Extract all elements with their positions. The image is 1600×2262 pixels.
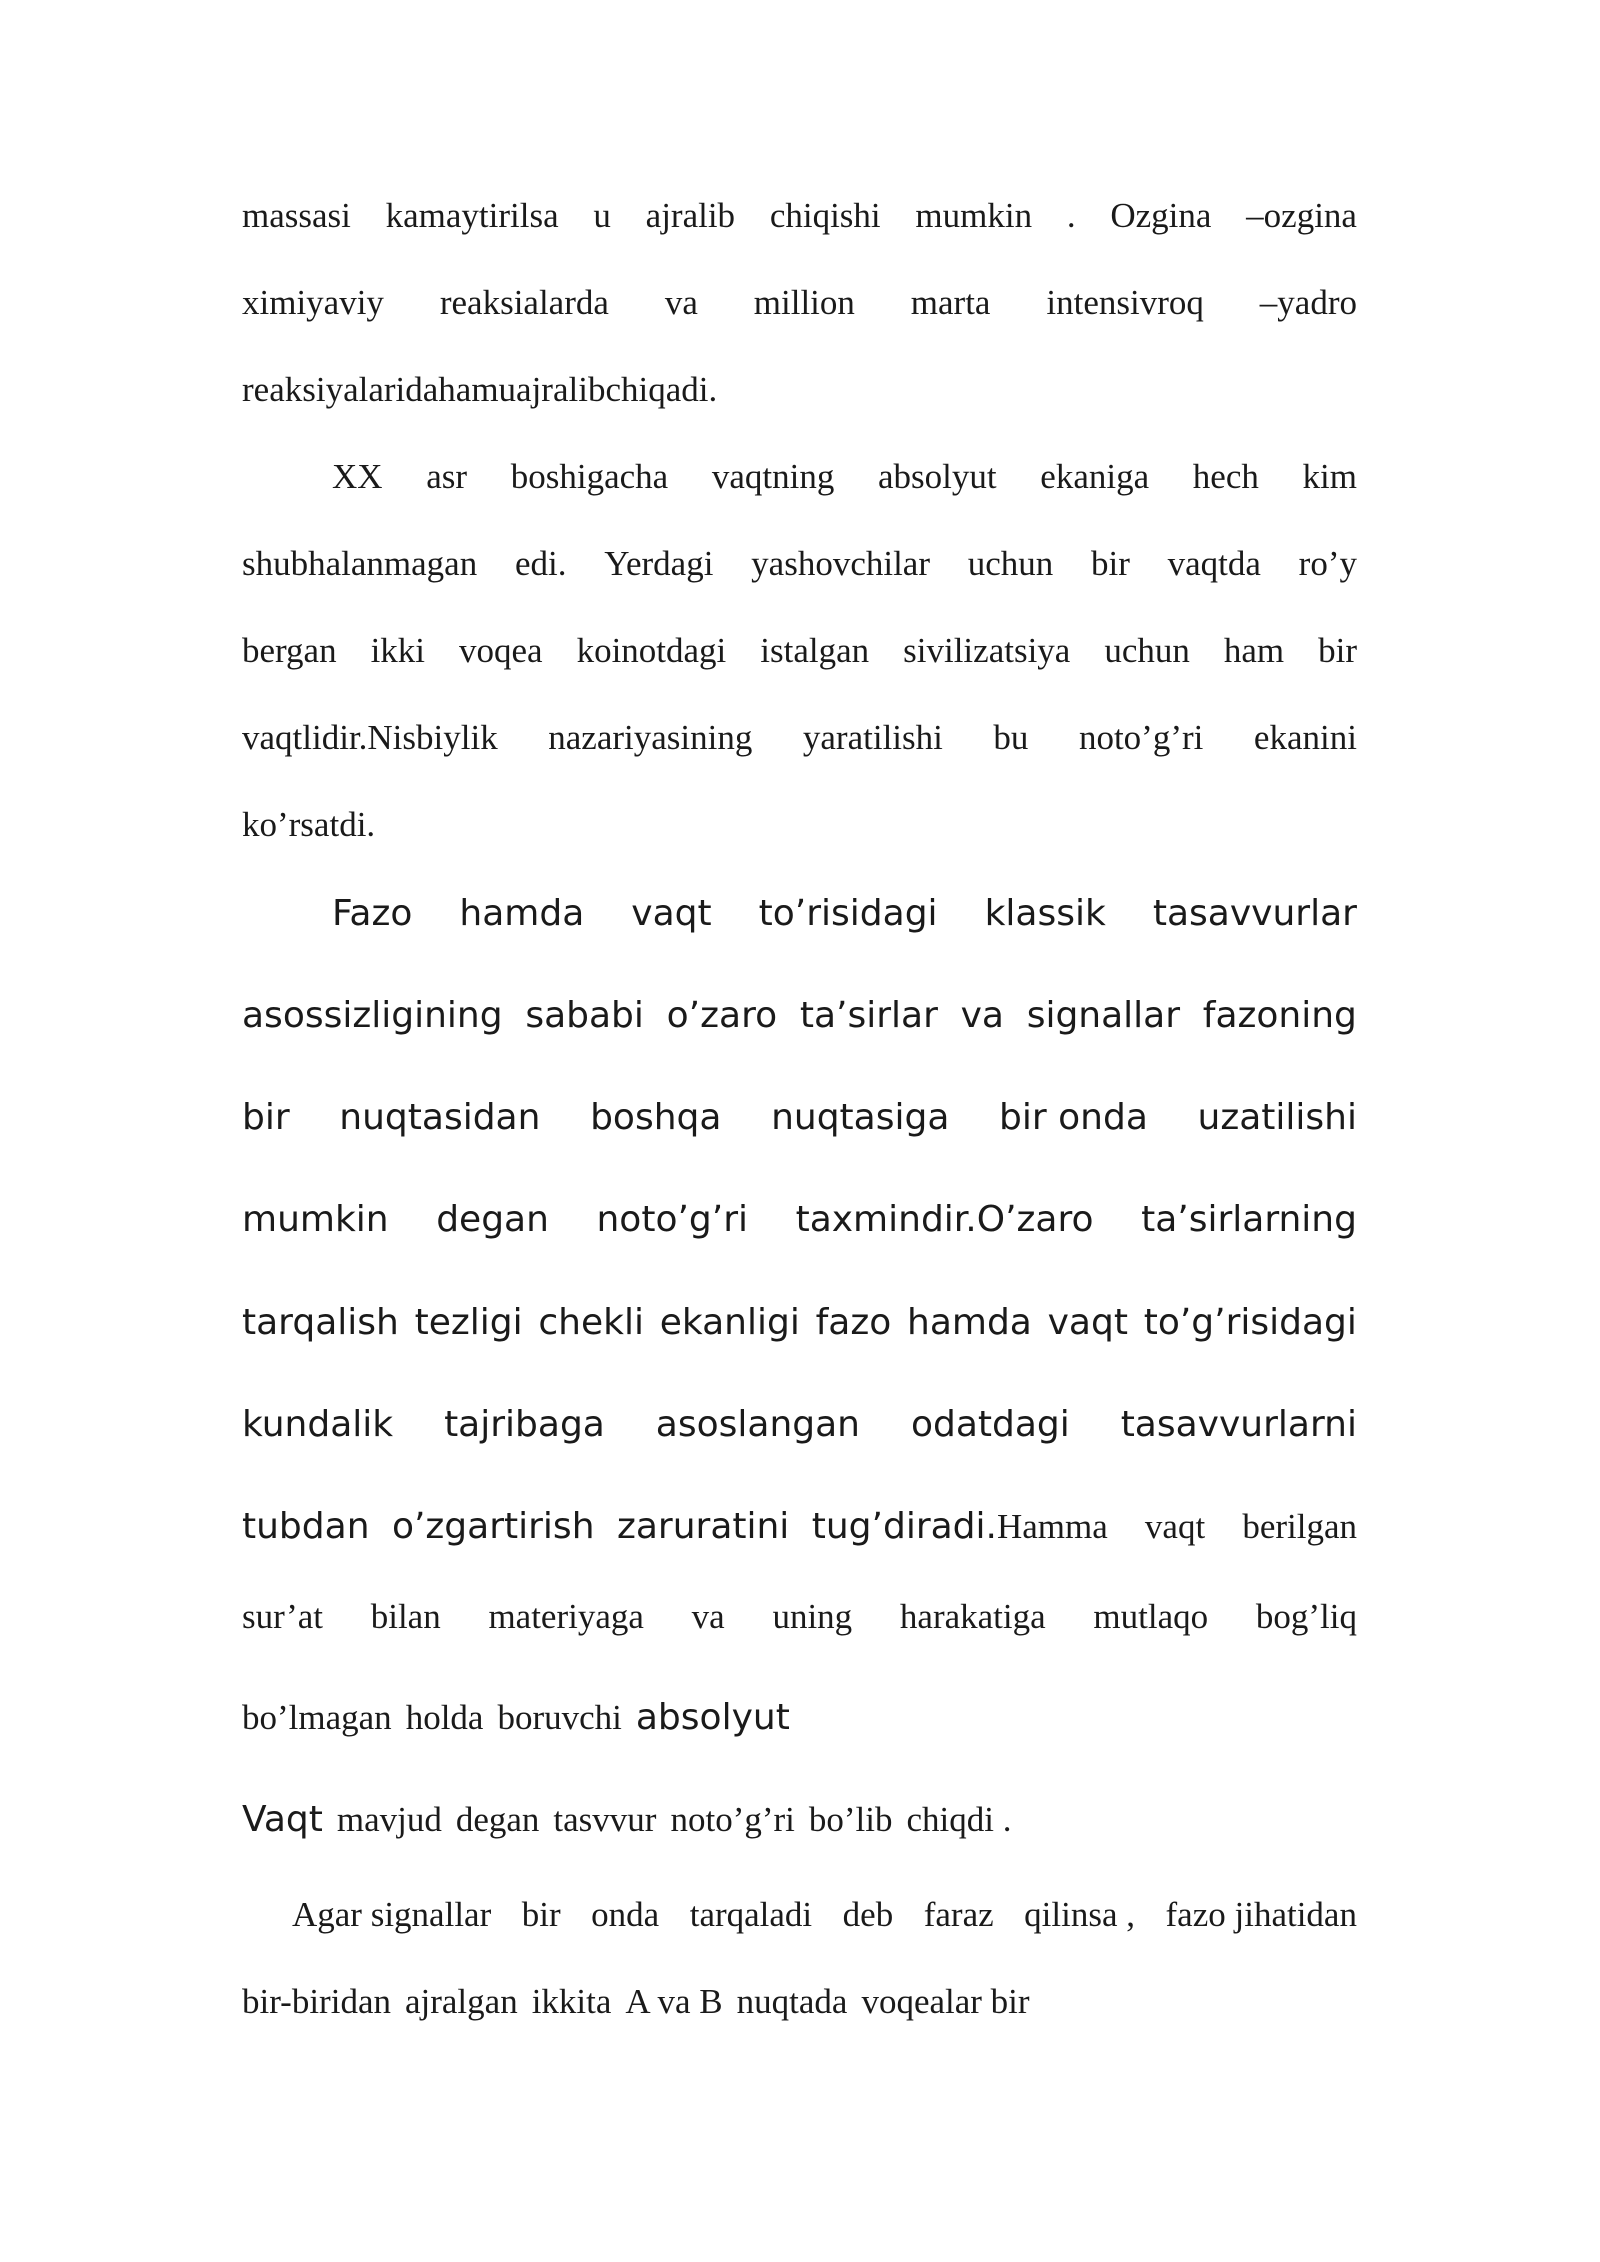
p3-line-4 bbox=[242, 1199, 1357, 1240]
word: vaqtning bbox=[711, 457, 835, 496]
word: tajribaga bbox=[444, 1404, 605, 1445]
word: fazo jihatidan bbox=[1165, 1895, 1357, 1934]
word: vaqt bbox=[631, 893, 712, 934]
p3-line-10 bbox=[242, 1799, 1357, 1840]
word: bergan bbox=[242, 631, 337, 670]
word: hamda bbox=[459, 893, 585, 934]
word: reaksiyalarida bbox=[242, 370, 439, 409]
p3-line-8 bbox=[242, 1597, 1357, 1637]
word: tarqalish bbox=[242, 1302, 399, 1343]
word: nazariyasining bbox=[548, 718, 753, 757]
word: va bbox=[664, 283, 698, 322]
word: sivilizatsiya bbox=[903, 631, 1071, 670]
p3-line-9-sans: absolyut bbox=[635, 1697, 790, 1738]
word: va bbox=[691, 1597, 725, 1636]
p3-line-10-serif bbox=[337, 1800, 1012, 1840]
word: –ozgina bbox=[1246, 196, 1357, 235]
word: nuqtada bbox=[736, 1982, 848, 2021]
word: tubdan bbox=[242, 1506, 370, 1547]
word: intensivroq bbox=[1046, 283, 1204, 322]
word: boshqa bbox=[590, 1097, 722, 1138]
word: Ozgina bbox=[1110, 196, 1212, 235]
word: ta’sirlarning bbox=[1141, 1199, 1357, 1240]
word: bir bbox=[242, 1097, 290, 1138]
p2-line-5 bbox=[242, 805, 1357, 845]
word: reaksialarda bbox=[439, 283, 609, 322]
word: klassik bbox=[984, 893, 1106, 934]
word: va bbox=[960, 995, 1004, 1036]
word: zaruratini bbox=[616, 1506, 790, 1547]
word: onda bbox=[591, 1895, 660, 1934]
word: bo’lib bbox=[808, 1800, 893, 1839]
word: to’g’risidagi bbox=[1143, 1302, 1357, 1343]
word: qilinsa , bbox=[1024, 1895, 1135, 1934]
word: faraz bbox=[923, 1895, 994, 1934]
word: Fazo bbox=[332, 893, 413, 934]
word: A va B bbox=[625, 1982, 723, 2021]
word: ajralib bbox=[645, 196, 736, 235]
word: . bbox=[1066, 196, 1076, 235]
p1-line-1 bbox=[242, 196, 1357, 236]
word: u bbox=[593, 196, 611, 235]
word: odatdagi bbox=[910, 1404, 1070, 1445]
word: berilgan bbox=[1242, 1507, 1357, 1546]
word: ximiyaviy bbox=[242, 283, 384, 322]
word: bir bbox=[521, 1895, 561, 1934]
word: noto’g’ri bbox=[670, 1800, 795, 1839]
word: ekanligi bbox=[659, 1302, 800, 1343]
word: noto’g’ri bbox=[1078, 718, 1204, 757]
word: Yerdagi bbox=[604, 544, 714, 583]
word: boruvchi bbox=[497, 1698, 622, 1737]
word: tasavvurlarni bbox=[1120, 1404, 1357, 1445]
word: boshigacha bbox=[510, 457, 669, 496]
word: million bbox=[753, 283, 855, 322]
word: uchun bbox=[1104, 631, 1190, 670]
p3-line-10-sans: Vaqt bbox=[242, 1799, 323, 1840]
word: chiqdi . bbox=[906, 1800, 1012, 1839]
p3-line-6 bbox=[242, 1404, 1357, 1445]
word: chiqishi bbox=[769, 196, 881, 235]
p2-line-1 bbox=[242, 457, 1357, 497]
word: Hamma bbox=[997, 1507, 1108, 1546]
word: bir onda bbox=[999, 1097, 1148, 1138]
word: voqealar bir bbox=[861, 1982, 1030, 2021]
word: ajralgan bbox=[404, 1982, 518, 2021]
word: tasavvurlar bbox=[1152, 893, 1357, 934]
word: asr bbox=[426, 457, 468, 496]
word: degan bbox=[436, 1199, 549, 1240]
word: degan bbox=[455, 1800, 540, 1839]
word: taxmindir.O’zaro bbox=[795, 1199, 1094, 1240]
p3-line-9 bbox=[242, 1697, 1357, 1738]
word: to’risidagi bbox=[758, 893, 938, 934]
word: vaqtda bbox=[1167, 544, 1261, 583]
p2-line-2 bbox=[242, 544, 1357, 584]
word: signallar bbox=[1026, 995, 1181, 1036]
word: sababi bbox=[525, 995, 644, 1036]
word: vaqtlidir.Nisbiylik bbox=[242, 718, 498, 757]
word: yaratilishi bbox=[802, 718, 943, 757]
word: harakatiga bbox=[899, 1597, 1046, 1636]
word: koinotdagi bbox=[576, 631, 727, 670]
word: o’zgartirish bbox=[391, 1506, 595, 1547]
word: nuqtasidan bbox=[339, 1097, 541, 1138]
word: kim bbox=[1302, 457, 1357, 496]
word: bog’liq bbox=[1255, 1597, 1357, 1636]
word: XX bbox=[332, 457, 383, 496]
p2-line-3 bbox=[242, 631, 1357, 671]
word: holda bbox=[405, 1698, 484, 1737]
word: chiqadi. bbox=[605, 370, 718, 409]
word: ekaniga bbox=[1040, 457, 1150, 496]
word: mutlaqo bbox=[1093, 1597, 1209, 1636]
p1-line-3 bbox=[242, 370, 1357, 410]
word: bo’lmagan bbox=[242, 1698, 392, 1737]
word: Agar signallar bbox=[292, 1895, 492, 1934]
p3-line-9-serif bbox=[242, 1698, 622, 1738]
word: –yadro bbox=[1259, 283, 1357, 322]
word: absolyut bbox=[878, 457, 997, 496]
word: asossizligining bbox=[242, 995, 503, 1036]
word: tezligi bbox=[414, 1302, 523, 1343]
word: sur’at bbox=[242, 1597, 323, 1636]
p3-line-2 bbox=[242, 995, 1357, 1036]
word: yashovchilar bbox=[751, 544, 930, 583]
word: mumkin bbox=[242, 1199, 389, 1240]
word: tug’diradi. bbox=[811, 1506, 997, 1547]
p3-line-7 bbox=[242, 1506, 1357, 1547]
word: fazo bbox=[815, 1302, 892, 1343]
word: ham bbox=[438, 370, 499, 409]
word: shubhalanmagan bbox=[242, 544, 478, 583]
p3-line-5 bbox=[242, 1302, 1357, 1343]
word: ikkita bbox=[531, 1982, 612, 2021]
p1-line-2 bbox=[242, 283, 1357, 323]
word: hamda bbox=[907, 1302, 1032, 1343]
word: hech bbox=[1192, 457, 1259, 496]
word: bir bbox=[1318, 631, 1357, 670]
word: materiyaga bbox=[488, 1597, 644, 1636]
word: vaqt bbox=[1144, 1507, 1206, 1546]
word: uning bbox=[772, 1597, 853, 1636]
word: u bbox=[498, 370, 517, 409]
word: massasi bbox=[242, 196, 351, 235]
word: uchun bbox=[967, 544, 1054, 583]
word: mavjud bbox=[336, 1800, 442, 1839]
word: mumkin bbox=[915, 196, 1033, 235]
word: noto’g’ri bbox=[596, 1199, 749, 1240]
p3-line-7-serif bbox=[997, 1507, 1357, 1547]
word: ham bbox=[1223, 631, 1285, 670]
word: voqea bbox=[459, 631, 543, 670]
word: ta’sirlar bbox=[799, 995, 938, 1036]
word: vaqt bbox=[1047, 1302, 1128, 1343]
p2-line-4 bbox=[242, 718, 1357, 758]
word: bu bbox=[993, 718, 1029, 757]
word: tarqaladi bbox=[689, 1895, 813, 1934]
word: istalgan bbox=[760, 631, 870, 670]
word: uzatilishi bbox=[1197, 1097, 1357, 1138]
p4-line-2 bbox=[242, 1982, 1357, 2022]
word: bir-biridan bbox=[242, 1982, 391, 2021]
word: o’zaro bbox=[666, 995, 778, 1036]
word: ikki bbox=[370, 631, 426, 670]
word: kamaytirilsa bbox=[385, 196, 559, 235]
word: deb bbox=[842, 1895, 894, 1934]
word: chekli bbox=[538, 1302, 644, 1343]
word: bilan bbox=[370, 1597, 441, 1636]
word: marta bbox=[910, 283, 991, 322]
word: ajralib bbox=[516, 370, 606, 409]
word: kundalik bbox=[242, 1404, 394, 1445]
word: nuqtasiga bbox=[771, 1097, 950, 1138]
word: fazoning bbox=[1202, 995, 1357, 1036]
p4-line-1 bbox=[242, 1895, 1357, 1935]
p3-line-1 bbox=[242, 893, 1357, 934]
word: ekanini bbox=[1253, 718, 1357, 757]
p3-line-7-sans bbox=[242, 1506, 997, 1547]
word: edi. bbox=[514, 544, 567, 583]
word: tasvvur bbox=[553, 1800, 657, 1839]
word: asoslangan bbox=[655, 1404, 861, 1445]
p3-line-3 bbox=[242, 1097, 1357, 1138]
word: ko’rsatdi. bbox=[242, 805, 376, 844]
word: bir bbox=[1091, 544, 1130, 583]
word: ro’y bbox=[1298, 544, 1357, 583]
